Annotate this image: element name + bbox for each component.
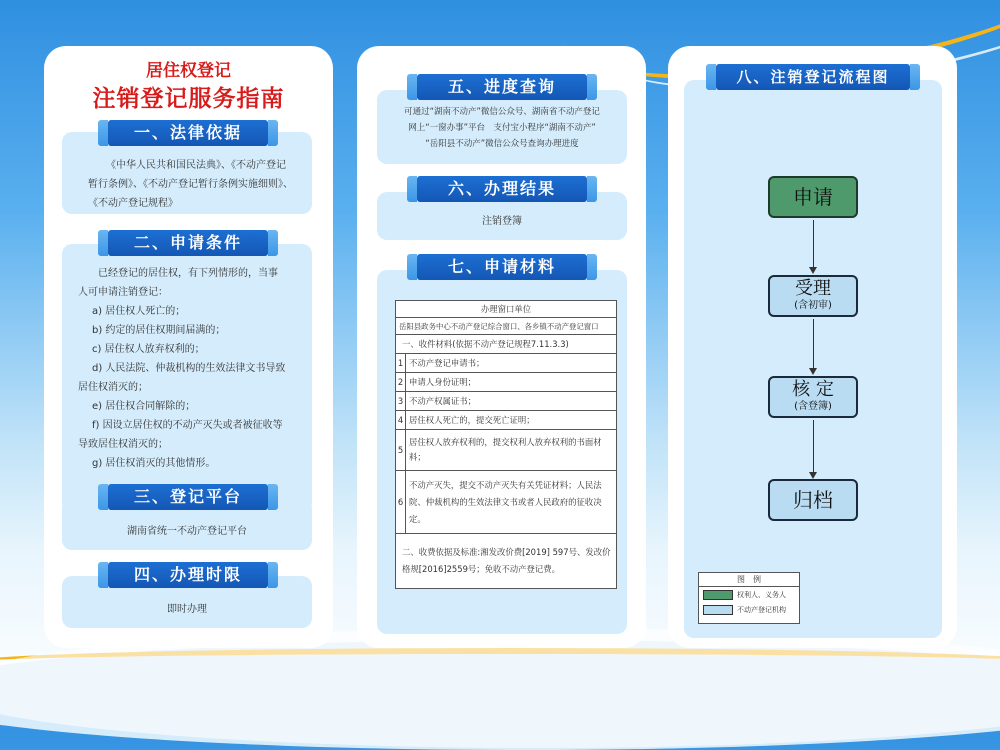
legend-title: 图 例: [699, 573, 799, 587]
legend: [698, 572, 800, 624]
result-text: 注销登簿: [482, 216, 522, 227]
table-item-text: 居住权人放弃权利的，提交权利人放弃权利的书面材料；: [406, 430, 617, 471]
table-fee: 二、收费依据及标准:湘发改价费[2019] 597号、发改价格规[2016]2559号；免收不动产登记费。: [396, 534, 617, 589]
table-unit-value: 岳阳县政务中心不动产登记综合窗口、各乡镇不动产登记窗口: [396, 318, 617, 335]
progress-line: “岳阳县不动产”微信公众号查询办理进度: [425, 139, 579, 149]
table-unit-header: 办理窗口单位: [396, 301, 617, 318]
panel-middle: [357, 46, 646, 648]
conditions-line: 居住权消灭的；: [78, 382, 148, 393]
conditions-header: 二、申请条件: [108, 230, 268, 256]
table-item-number: 4: [396, 411, 406, 430]
table-row: [396, 318, 617, 335]
table-row: [396, 471, 617, 534]
table-row: [396, 392, 617, 411]
flow-arrow: [813, 220, 814, 268]
progress-line: 可通过“湖南不动产”微信公众号、湖南省不动产登记: [404, 107, 600, 117]
table-row: [396, 301, 617, 318]
legal-basis-line: 《不动产登记规程》: [88, 198, 178, 209]
table-row: [396, 335, 617, 354]
result-header: 六、办理结果: [417, 176, 587, 202]
table-item-text: 居住权人死亡的，提交死亡证明；: [406, 411, 617, 430]
progress-header: 五、进度查询: [417, 74, 587, 100]
flowchart-header: 八、注销登记流程图: [716, 64, 910, 90]
legend-swatch-green: [703, 590, 733, 600]
flow-arrow-head: [809, 267, 817, 274]
time-limit-text: 即时办理: [167, 604, 207, 615]
flow-arrow-head: [809, 368, 817, 375]
legal-basis-text: [74, 156, 306, 213]
conditions-line: g) 居住权消灭的其他情形。: [92, 458, 216, 469]
progress-line: 网上“一窗办事”平台 支付宝小程序“湖南不动产”: [408, 123, 596, 133]
table-row: [396, 411, 617, 430]
conditions-line: e) 居住权合同解除的；: [92, 401, 196, 412]
flow-step-label: 归档: [793, 488, 833, 512]
table-basis: 一、收件材料(依据不动产登记规程7.11.3.3): [396, 335, 617, 354]
legend-swatch-blue: [703, 605, 733, 615]
table-item-number: 5: [396, 430, 406, 471]
legal-basis-line: 《中华人民共和国民法典》、《不动产登记: [106, 160, 286, 171]
materials-table: [395, 300, 617, 589]
conditions-line: a) 居住权人死亡的；: [92, 306, 186, 317]
page-title: 注销登记服务指南: [92, 85, 285, 112]
table-row: [396, 534, 617, 589]
flow-arrow-head: [809, 472, 817, 479]
conditions-line: 导致居住权消灭的；: [78, 439, 168, 450]
flow-step-label: 申请: [793, 185, 833, 209]
table-item-text: 申请人身份证明；: [406, 373, 617, 392]
legal-basis-header: 一、法律依据: [108, 120, 268, 146]
conditions-line: 人可申请注销登记：: [78, 287, 168, 298]
materials-header: 七、申请材料: [417, 254, 587, 280]
flow-step-approve: [768, 376, 858, 418]
platform-text: 湖南省统一不动产登记平台: [127, 526, 247, 537]
table-item-number: 2: [396, 373, 406, 392]
conditions-line: f) 因设立居住权的不动产灭失或者被征收等: [92, 420, 283, 431]
flow-step-sublabel: (含登簿): [794, 401, 832, 412]
table-item-text: 不动产登记申请书；: [406, 354, 617, 373]
title-small: 居住权登记: [146, 61, 231, 81]
conditions-line: b) 约定的居住权期间届满的；: [92, 325, 226, 336]
conditions-text: [78, 264, 308, 473]
flow-step-label: 核 定: [792, 379, 834, 400]
legend-item: [699, 587, 799, 602]
conditions-line: d) 人民法院、仲裁机构的生效法律文书导致: [92, 363, 286, 374]
conditions-line: 已经登记的居住权，有下列情形的，当事: [98, 268, 278, 279]
table-item-number: 3: [396, 392, 406, 411]
legend-label: 不动产登记机构: [737, 605, 786, 614]
table-item-number: 6: [396, 471, 406, 534]
flow-step-archive: [768, 479, 858, 521]
table-row: [396, 430, 617, 471]
table-item-text: 不动产权属证书；: [406, 392, 617, 411]
legend-item: [699, 602, 799, 617]
table-item-text: 不动产灭失，提交不动产灭失有关凭证材料；人民法院、仲裁机构的生效法律文书或者人民政府的征收决定。: [406, 471, 617, 534]
flow-arrow: [813, 420, 814, 473]
flow-step-apply: [768, 176, 858, 218]
flow-step-accept: [768, 275, 858, 317]
legal-basis-line: 暂行条例》、《不动产登记暂行条例实施细则》、: [88, 179, 293, 190]
flow-arrow: [813, 319, 814, 369]
legend-label: 权利人、义务人: [737, 590, 786, 599]
panel-left: [44, 46, 333, 648]
conditions-line: c) 居住权人放弃权利的；: [92, 344, 205, 355]
time-limit-header: 四、办理时限: [108, 562, 268, 588]
progress-text: [377, 104, 627, 152]
table-row: [396, 354, 617, 373]
platform-header: 三、登记平台: [108, 484, 268, 510]
table-row: [396, 373, 617, 392]
table-item-number: 1: [396, 354, 406, 373]
flow-step-sublabel: (含初审): [794, 300, 832, 311]
panel-right: [668, 46, 957, 648]
flow-step-label: 受理: [795, 278, 831, 299]
